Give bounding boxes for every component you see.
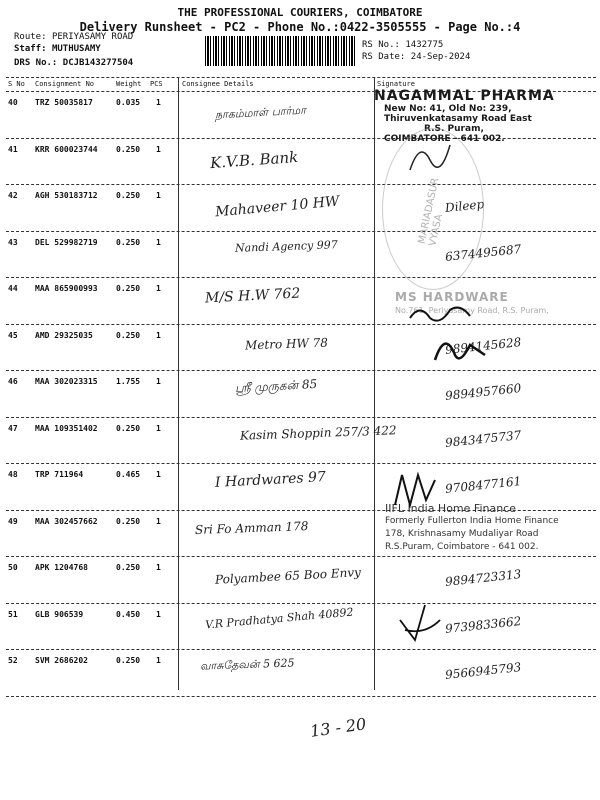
row-consignment-no: KRR 600023744 <box>35 144 98 154</box>
row-weight: 0.465 <box>116 470 141 479</box>
staff-label: Staff: <box>14 44 47 54</box>
row-consignee: I Hardwares 97 <box>214 469 327 491</box>
col-sno: S No <box>8 80 25 88</box>
route-label: Route: <box>14 32 47 42</box>
row-weight: 0.250 <box>116 284 141 293</box>
ms-hardware-name: MS HARDWARE <box>395 290 509 304</box>
row-signature-phone: 9894723313 <box>444 567 522 589</box>
row-consignment-no: TRZ 50035817 <box>35 98 93 107</box>
row-signature-phone: 9566945793 <box>444 660 522 682</box>
col-weight: Weight <box>116 80 142 88</box>
row-signature-phone: Dileep <box>444 196 485 216</box>
row-weight: 0.250 <box>116 563 141 572</box>
row-weight: 0.250 <box>116 330 141 340</box>
india-home-address: 178, Krishnasamy Mudaliyar Road <box>385 529 539 539</box>
route-value: PERIYASAMY ROAD <box>51 32 134 42</box>
row-weight: 0.450 <box>116 609 141 619</box>
row-sno: 45 <box>8 330 18 340</box>
row-consignment-no: SVM 2686202 <box>35 656 88 665</box>
row-sno: 40 <box>8 98 18 107</box>
row-divider <box>6 277 596 278</box>
row-consignee: K.V.B. Bank <box>209 147 299 172</box>
header-rule-top <box>6 77 596 78</box>
row-sno: 49 <box>8 516 18 526</box>
row-weight: 1.755 <box>116 377 141 386</box>
row-consignment-no: AGH 530183712 <box>35 191 98 200</box>
row-sno: 51 <box>8 609 18 619</box>
col-pcs: PCS <box>150 80 163 88</box>
row-consignee: ஸ்ரீ முருகன் 85 <box>234 376 318 396</box>
nagammal-address-1: New No: 41, Old No: 239, <box>384 104 512 114</box>
india-home-city: R.S.Puram, Coimbatore - 641 002. <box>385 542 539 552</box>
row-consignee: M/S H.W 762 <box>204 285 301 307</box>
row-weight: 0.250 <box>116 656 141 665</box>
ms-hardware-address: No.761, Periyasamy Road, R.S. Puram, <box>395 306 549 315</box>
rs-no-line <box>362 40 443 50</box>
india-home-name: IIFL India Home Finance <box>385 502 516 515</box>
row-sno: 43 <box>8 237 18 247</box>
col-consignment: Consignment No <box>35 80 95 88</box>
row-divider <box>6 231 596 232</box>
rs-date-value: 24-Sep-2024 <box>410 52 471 62</box>
row-consignment-no: MAA 865900993 <box>35 284 98 293</box>
row-divider <box>6 417 596 418</box>
row-pcs: 1 <box>156 284 161 293</box>
row-divider <box>6 370 596 371</box>
row-consignment-no: APK 1204768 <box>35 563 88 572</box>
row-sno: 47 <box>8 423 18 433</box>
signature-scribble-45 <box>430 330 490 370</box>
row-pcs: 1 <box>156 237 161 247</box>
row-pcs: 1 <box>156 656 161 665</box>
divider-signature <box>374 78 375 690</box>
row-weight: 0.250 <box>116 516 141 526</box>
company-title: THE PROFESSIONAL COURIERS, COIMBATORE <box>177 6 423 19</box>
row-divider <box>6 603 596 604</box>
footer-note: 13 - 20 <box>308 714 368 741</box>
row-consignment-no: MAA 109351402 <box>35 423 98 433</box>
signature-scribble-51 <box>395 600 445 645</box>
drs-value: DCJB143277504 <box>62 58 134 68</box>
row-consignee: V.R Pradhatya Shah 40892 <box>204 605 354 631</box>
rs-date-line <box>362 52 470 62</box>
row-consignment-no: GLB 906539 <box>35 609 84 619</box>
nagammal-address-2: Thiruvenkatasamy Road East <box>384 114 532 124</box>
row-sno: 42 <box>8 191 18 200</box>
row-divider <box>6 649 596 650</box>
row-sno: 41 <box>8 144 18 154</box>
col-consignee: Consignee Details <box>182 80 254 88</box>
india-home-formerly: Formerly Fullerton India Home Finance <box>385 516 559 526</box>
route-line <box>14 32 133 42</box>
signature-scribble-44 <box>405 298 475 328</box>
nagammal-address-3: R.S. Puram, <box>424 124 484 134</box>
row-consignee: Sri Fo Amman 178 <box>194 518 309 537</box>
row-pcs: 1 <box>156 144 161 154</box>
row-consignee: நாகம்மாள் பார்மா <box>214 103 307 122</box>
row-pcs: 1 <box>156 563 161 572</box>
row-pcs: 1 <box>156 377 161 386</box>
row-pcs: 1 <box>156 609 161 619</box>
signature-scribble-48 <box>390 470 440 510</box>
row-consignee: Nandi Agency 997 <box>234 237 338 255</box>
divider-consignee <box>178 78 179 690</box>
row-signature-phone: 9739833662 <box>444 613 522 636</box>
row-pcs: 1 <box>156 470 161 479</box>
row-weight: 0.250 <box>116 423 141 433</box>
row-pcs: 1 <box>156 330 161 340</box>
row-pcs: 1 <box>156 98 161 107</box>
row-consignee: Polyambee 65 Boo Envy <box>214 565 362 587</box>
row-pcs: 1 <box>156 191 161 200</box>
col-signature: Signature <box>377 80 415 88</box>
row-weight: 0.250 <box>116 191 141 200</box>
row-consignment-no: TRP 711964 <box>35 470 84 479</box>
row-pcs: 1 <box>156 516 161 526</box>
nagammal-address-4: COIMBATORE - 641 002. <box>384 134 505 144</box>
row-sno: 46 <box>8 377 18 386</box>
rs-no-label: RS No.: <box>362 40 400 50</box>
row-signature-phone: 9894957660 <box>444 381 522 403</box>
row-consignee: Mahaveer 10 HW <box>214 193 340 221</box>
row-consignee: வாசுதேவன் 5 625 <box>199 656 295 673</box>
signature-scribble-40 <box>400 130 460 180</box>
row-consignment-no: AMD 29325035 <box>35 330 93 340</box>
row-consignee: Metro HW 78 <box>244 335 329 352</box>
row-divider <box>6 184 596 185</box>
row-sno: 50 <box>8 563 18 572</box>
row-sno: 44 <box>8 284 18 293</box>
row-signature-phone: 9708477161 <box>444 474 522 496</box>
row-signature-phone: 9843475737 <box>444 427 522 450</box>
row-divider <box>6 463 596 464</box>
row-divider <box>6 324 596 325</box>
row-signature-phone: 6374495687 <box>444 241 522 264</box>
staff-value: MUTHUSAMY <box>51 44 101 54</box>
row-weight: 0.035 <box>116 98 141 107</box>
row-consignment-no: DEL 529982719 <box>35 237 98 247</box>
row-sno: 52 <box>8 656 18 665</box>
row-signature-phone: 9894145628 <box>444 334 522 357</box>
row-weight: 0.250 <box>116 144 141 154</box>
row-divider <box>6 696 596 697</box>
row-weight: 0.250 <box>116 237 141 247</box>
barcode <box>205 36 355 66</box>
row-consignee: Kasim Shoppin 257/3 422 <box>239 422 397 443</box>
rs-date-label: RS Date: <box>362 52 406 62</box>
row-divider <box>6 556 596 557</box>
row-consignment-no: MAA 302457662 <box>35 516 98 526</box>
staff-line <box>14 44 101 54</box>
drs-line <box>14 58 133 68</box>
row-consignment-no: MAA 302023315 <box>35 377 98 386</box>
drs-label: DRS No.: <box>14 58 58 68</box>
row-sno: 48 <box>8 470 18 479</box>
runsheet-subtitle: Delivery Runsheet - PC2 - Phone No.:0422-3505555 - Page No.:4 <box>79 20 521 34</box>
row-pcs: 1 <box>156 423 161 433</box>
rs-no-value: 1432775 <box>405 40 444 50</box>
nagammal-name: NAGAMMAL PHARMA <box>374 88 555 104</box>
round-stamp-text: MARIADASUR VYASA <box>416 176 445 248</box>
